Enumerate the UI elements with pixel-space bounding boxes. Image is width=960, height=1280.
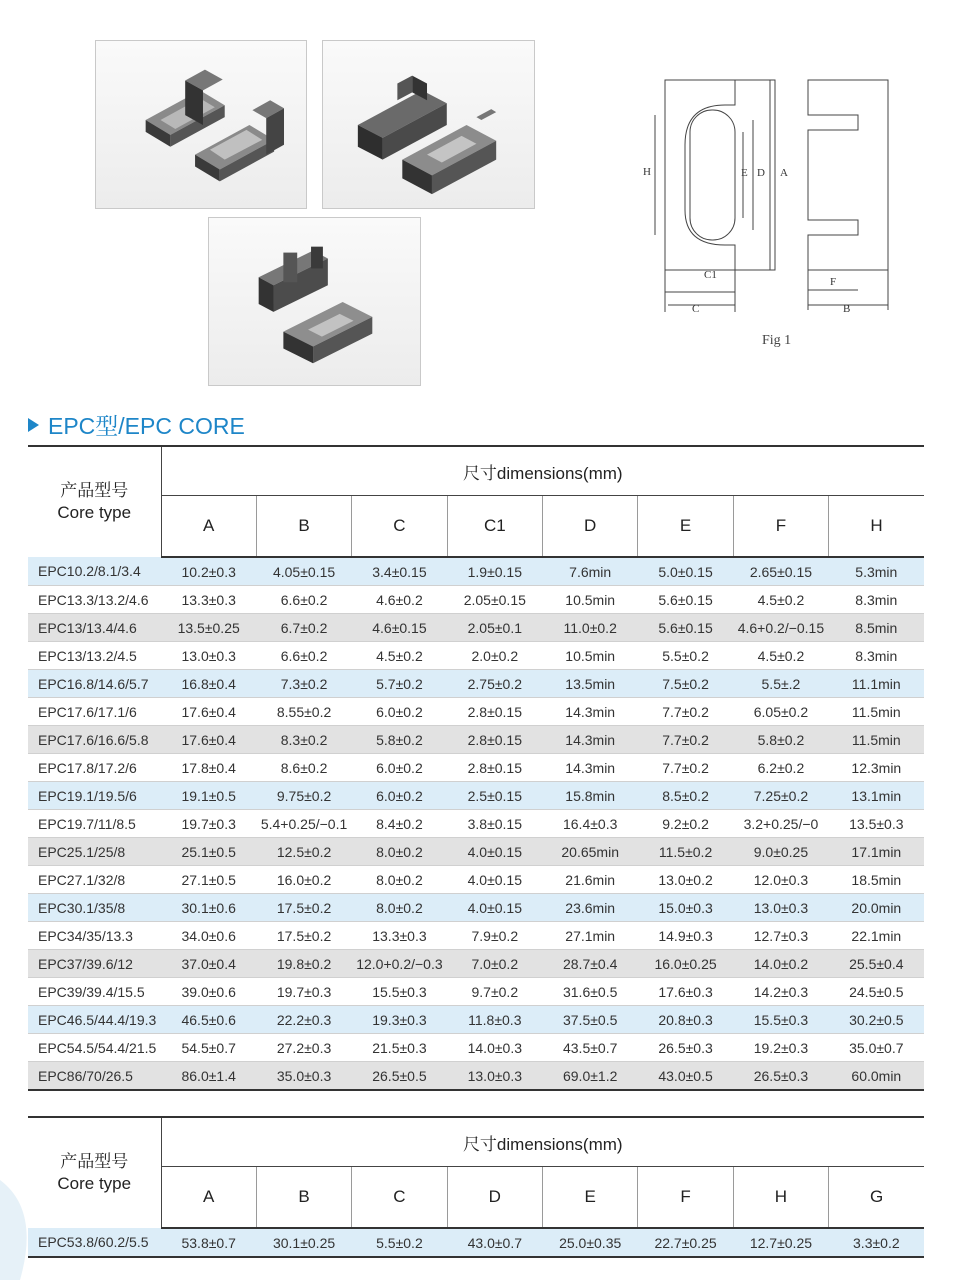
core-type-cell: EPC13.3/13.2/4.6 <box>28 586 161 614</box>
dimension-cell-e: 43.0±0.5 <box>638 1062 733 1091</box>
dimensions-header: 尺寸dimensions(mm) <box>161 1118 924 1167</box>
dimension-cell-c: 4.6±0.15 <box>352 614 447 642</box>
dimension-cell-d: 7.6min <box>543 557 638 586</box>
core-type-header <box>28 447 161 557</box>
dimension-cell-b: 17.5±0.2 <box>256 894 351 922</box>
dimension-cell-b: 30.1±0.25 <box>256 1228 351 1257</box>
dimension-cell-a: 86.0±1.4 <box>161 1062 256 1091</box>
table-row <box>28 894 924 922</box>
dimension-drawing <box>630 60 910 360</box>
dimension-cell-b: 12.5±0.2 <box>256 838 351 866</box>
column-header-h: H <box>733 1167 828 1229</box>
dimension-cell-c: 19.3±0.3 <box>352 1006 447 1034</box>
core-type-en: Core type <box>57 1174 132 1193</box>
dimension-cell-e: 17.6±0.3 <box>638 978 733 1006</box>
dimension-cell-c: 3.4±0.15 <box>352 557 447 586</box>
core-type-cell: EPC19.7/11/8.5 <box>28 810 161 838</box>
dimension-cell-d: 10.5min <box>543 642 638 670</box>
column-header-c: C <box>352 1167 447 1229</box>
table1-body <box>28 557 924 1090</box>
dimension-cell-b: 16.0±0.2 <box>256 866 351 894</box>
core-type-cell: EPC13/13.4/4.6 <box>28 614 161 642</box>
dimension-cell-e: 25.0±0.35 <box>543 1228 638 1257</box>
section-title <box>28 408 245 441</box>
table-row <box>28 922 924 950</box>
dimension-cell-h: 25.5±0.4 <box>829 950 924 978</box>
dimension-cell-c1: 9.7±0.2 <box>447 978 542 1006</box>
column-header-row <box>28 1167 924 1229</box>
dimension-cell-c1: 2.8±0.15 <box>447 754 542 782</box>
dimension-cell-e: 15.0±0.3 <box>638 894 733 922</box>
table-row <box>28 978 924 1006</box>
table-row <box>28 586 924 614</box>
dimension-cell-f: 7.25±0.2 <box>733 782 828 810</box>
dimension-cell-c1: 4.0±0.15 <box>447 894 542 922</box>
dimension-cell-b: 17.5±0.2 <box>256 922 351 950</box>
dimension-cell-e: 9.2±0.2 <box>638 810 733 838</box>
dimension-cell-c: 8.0±0.2 <box>352 838 447 866</box>
dimension-cell-c1: 4.0±0.15 <box>447 838 542 866</box>
dimension-cell-c1: 4.0±0.15 <box>447 866 542 894</box>
dimension-cell-c1: 14.0±0.3 <box>447 1034 542 1062</box>
core-type-en: Core type <box>57 503 132 522</box>
dimension-cell-a: 13.3±0.3 <box>161 586 256 614</box>
dimension-cell-h: 8.5min <box>829 614 924 642</box>
table-row <box>28 1062 924 1091</box>
table-row <box>28 950 924 978</box>
label-d: D <box>757 167 765 179</box>
column-header-e: E <box>638 496 733 558</box>
column-header-a: A <box>161 496 256 558</box>
dimension-cell-c1: 2.8±0.15 <box>447 726 542 754</box>
dimension-cell-c1: 2.05±0.1 <box>447 614 542 642</box>
epc-core-table <box>28 447 924 1091</box>
dimension-cell-d: 37.5±0.5 <box>543 1006 638 1034</box>
dimension-cell-d: 27.1min <box>543 922 638 950</box>
core-type-cell: EPC17.6/16.6/5.8 <box>28 726 161 754</box>
column-header-c: C <box>352 496 447 558</box>
column-header-b: B <box>256 496 351 558</box>
dimension-cell-b: 19.8±0.2 <box>256 950 351 978</box>
decorative-swirl <box>0 1150 60 1280</box>
dimension-cell-h: 8.3min <box>829 586 924 614</box>
dimension-cell-c: 5.5±0.2 <box>352 1228 447 1257</box>
dimension-cell-b: 19.7±0.3 <box>256 978 351 1006</box>
dimension-cell-d: 28.7±0.4 <box>543 950 638 978</box>
table-row <box>28 726 924 754</box>
label-a: A <box>780 167 788 179</box>
dimension-cell-c: 13.3±0.3 <box>352 922 447 950</box>
core-type-cell: EPC10.2/8.1/3.4 <box>28 557 161 586</box>
dimension-cell-e: 7.7±0.2 <box>638 726 733 754</box>
triangle-bullet-icon <box>28 418 39 432</box>
table-row <box>28 670 924 698</box>
dimension-cell-f: 3.2+0.25/−0 <box>733 810 828 838</box>
dimension-cell-e: 8.5±0.2 <box>638 782 733 810</box>
dimension-cell-h: 24.5±0.5 <box>829 978 924 1006</box>
dimension-cell-c: 4.5±0.2 <box>352 642 447 670</box>
dimension-cell-e: 5.0±0.15 <box>638 557 733 586</box>
dimension-cell-f: 15.5±0.3 <box>733 1006 828 1034</box>
dimension-cell-c: 6.0±0.2 <box>352 754 447 782</box>
dimension-cell-f: 22.7±0.25 <box>638 1228 733 1257</box>
dimension-cell-d: 16.4±0.3 <box>543 810 638 838</box>
dimension-cell-c: 15.5±0.3 <box>352 978 447 1006</box>
dimension-cell-c: 8.0±0.2 <box>352 894 447 922</box>
dimension-cell-f: 4.6+0.2/−0.15 <box>733 614 828 642</box>
column-header-row <box>28 496 924 558</box>
table-row <box>28 614 924 642</box>
dimension-cell-b: 8.3±0.2 <box>256 726 351 754</box>
dimension-cell-d: 14.3min <box>543 754 638 782</box>
dimension-cell-c1: 11.8±0.3 <box>447 1006 542 1034</box>
core-photo-side-view <box>322 40 535 209</box>
dimension-cell-c: 6.0±0.2 <box>352 782 447 810</box>
column-header-h: H <box>829 496 924 558</box>
column-header-a: A <box>161 1167 256 1229</box>
label-c1: C1 <box>704 269 717 281</box>
dimension-cell-a: 25.1±0.5 <box>161 838 256 866</box>
dimension-cell-f: 14.2±0.3 <box>733 978 828 1006</box>
dimension-cell-c1: 7.0±0.2 <box>447 950 542 978</box>
core-type-cell: EPC86/70/26.5 <box>28 1062 161 1091</box>
dimension-cell-d: 15.8min <box>543 782 638 810</box>
dimension-cell-f: 5.8±0.2 <box>733 726 828 754</box>
dimension-cell-a: 27.1±0.5 <box>161 866 256 894</box>
dimension-cell-b: 8.55±0.2 <box>256 698 351 726</box>
dimension-cell-e: 5.5±0.2 <box>638 642 733 670</box>
dimension-cell-h: 17.1min <box>829 838 924 866</box>
dimension-cell-e: 13.0±0.2 <box>638 866 733 894</box>
label-f: F <box>830 276 837 288</box>
core-type-cell: EPC54.5/54.4/21.5 <box>28 1034 161 1062</box>
dimension-cell-h: 11.1min <box>829 670 924 698</box>
dimension-cell-a: 54.5±0.7 <box>161 1034 256 1062</box>
dimension-cell-f: 19.2±0.3 <box>733 1034 828 1062</box>
dimension-cell-h: 18.5min <box>829 866 924 894</box>
dimension-cell-f: 6.05±0.2 <box>733 698 828 726</box>
column-header-b: B <box>256 1167 351 1229</box>
dimension-cell-b: 22.2±0.3 <box>256 1006 351 1034</box>
dimension-cell-d: 31.6±0.5 <box>543 978 638 1006</box>
dimension-cell-b: 4.05±0.15 <box>256 557 351 586</box>
dimension-cell-b: 8.6±0.2 <box>256 754 351 782</box>
dimension-cell-h: 11.5min <box>829 726 924 754</box>
dimension-cell-a: 19.1±0.5 <box>161 782 256 810</box>
table-row <box>28 782 924 810</box>
dimensions-header: 尺寸dimensions(mm) <box>161 447 924 496</box>
table2-body <box>28 1228 924 1257</box>
dimension-cell-d: 43.0±0.7 <box>447 1228 542 1257</box>
dimension-cell-d: 13.5min <box>543 670 638 698</box>
table-row <box>28 557 924 586</box>
core-type-cell: EPC13/13.2/4.5 <box>28 642 161 670</box>
figure-caption: Fig 1 <box>762 333 792 348</box>
column-header-f: F <box>638 1167 733 1229</box>
table-row <box>28 754 924 782</box>
dimension-cell-a: 17.6±0.4 <box>161 698 256 726</box>
label-h: H <box>643 166 651 178</box>
dimension-cell-h: 20.0min <box>829 894 924 922</box>
dimension-cell-d: 11.0±0.2 <box>543 614 638 642</box>
core-type-cell: EPC19.1/19.5/6 <box>28 782 161 810</box>
dimension-cell-d: 69.0±1.2 <box>543 1062 638 1091</box>
core-photo-top-view <box>95 40 307 209</box>
dimension-cell-e: 20.8±0.3 <box>638 1006 733 1034</box>
dimension-cell-c1: 2.5±0.15 <box>447 782 542 810</box>
core-type-cell: EPC34/35/13.3 <box>28 922 161 950</box>
dimension-cell-f: 12.7±0.3 <box>733 922 828 950</box>
dimension-cell-a: 13.0±0.3 <box>161 642 256 670</box>
dimension-cell-c: 8.4±0.2 <box>352 810 447 838</box>
dimension-cell-c1: 2.05±0.15 <box>447 586 542 614</box>
column-header-d: D <box>447 1167 542 1229</box>
dimension-cell-c1: 7.9±0.2 <box>447 922 542 950</box>
dimension-cell-b: 9.75±0.2 <box>256 782 351 810</box>
core-type-cell: EPC37/39.6/12 <box>28 950 161 978</box>
dimension-cell-a: 17.8±0.4 <box>161 754 256 782</box>
column-header-c1: C1 <box>447 496 542 558</box>
dimension-cell-c: 8.0±0.2 <box>352 866 447 894</box>
dimension-cell-a: 17.6±0.4 <box>161 726 256 754</box>
dimension-cell-c1: 2.8±0.15 <box>447 698 542 726</box>
dimension-cell-a: 34.0±0.6 <box>161 922 256 950</box>
dimension-cell-h: 22.1min <box>829 922 924 950</box>
table-row <box>28 810 924 838</box>
core-type-cell: EPC39/39.4/15.5 <box>28 978 161 1006</box>
dimension-cell-c1: 1.9±0.15 <box>447 557 542 586</box>
table-row <box>28 866 924 894</box>
core-type-cell: EPC30.1/35/8 <box>28 894 161 922</box>
dimension-cell-d: 10.5min <box>543 586 638 614</box>
dimension-cell-c1: 13.0±0.3 <box>447 1062 542 1091</box>
dimension-cell-a: 13.5±0.25 <box>161 614 256 642</box>
dimension-cell-a: 19.7±0.3 <box>161 810 256 838</box>
column-header-d: D <box>543 496 638 558</box>
core-type-cell: EPC17.6/17.1/6 <box>28 698 161 726</box>
section-title-text: EPC型/EPC CORE <box>48 413 245 439</box>
dimension-cell-a: 16.8±0.4 <box>161 670 256 698</box>
dimension-cell-e: 16.0±0.25 <box>638 950 733 978</box>
dimension-cell-h: 13.1min <box>829 782 924 810</box>
dimension-cell-c: 5.7±0.2 <box>352 670 447 698</box>
core-type-cn: 产品型号 <box>60 1152 129 1171</box>
dimension-cell-f: 26.5±0.3 <box>733 1062 828 1091</box>
dimension-cell-d: 43.5±0.7 <box>543 1034 638 1062</box>
dimension-cell-e: 5.6±0.15 <box>638 586 733 614</box>
dimension-cell-e: 11.5±0.2 <box>638 838 733 866</box>
dimension-cell-h: 8.3min <box>829 642 924 670</box>
core-type-cell: EPC17.8/17.2/6 <box>28 754 161 782</box>
label-b: B <box>843 303 851 315</box>
dimension-cell-f: 5.5±.2 <box>733 670 828 698</box>
dimension-cell-h: 35.0±0.7 <box>829 1034 924 1062</box>
dimension-cell-f: 9.0±0.25 <box>733 838 828 866</box>
dimension-cell-a: 37.0±0.4 <box>161 950 256 978</box>
core-type-cell: EPC16.8/14.6/5.7 <box>28 670 161 698</box>
dimension-cell-e: 5.6±0.15 <box>638 614 733 642</box>
core-type-cell: EPC25.1/25/8 <box>28 838 161 866</box>
dimension-cell-c: 4.6±0.2 <box>352 586 447 614</box>
dimension-cell-f: 4.5±0.2 <box>733 642 828 670</box>
dimension-cell-b: 6.7±0.2 <box>256 614 351 642</box>
dimension-cell-h: 12.3min <box>829 754 924 782</box>
dimension-cell-a: 30.1±0.6 <box>161 894 256 922</box>
epc-core-table-2 <box>28 1118 924 1258</box>
dimension-cell-b: 7.3±0.2 <box>256 670 351 698</box>
dimension-cell-c: 26.5±0.5 <box>352 1062 447 1091</box>
label-c: C <box>692 303 700 315</box>
dimension-cell-h: 11.5min <box>829 698 924 726</box>
table-row <box>28 642 924 670</box>
dimension-cell-g: 3.3±0.2 <box>829 1228 924 1257</box>
dimension-cell-a: 46.5±0.6 <box>161 1006 256 1034</box>
table-row <box>28 838 924 866</box>
dimension-cell-d: 20.65min <box>543 838 638 866</box>
core-photo-assembled-view <box>208 217 421 386</box>
dimension-cell-c: 21.5±0.3 <box>352 1034 447 1062</box>
dimension-cell-h: 30.2±0.5 <box>829 1006 924 1034</box>
dimension-cell-b: 5.4+0.25/−0.1 <box>256 810 351 838</box>
dimension-cell-e: 7.7±0.2 <box>638 698 733 726</box>
dimension-cell-c1: 2.75±0.2 <box>447 670 542 698</box>
table-row <box>28 1228 924 1257</box>
dimension-cell-e: 26.5±0.3 <box>638 1034 733 1062</box>
dimension-cell-c: 5.8±0.2 <box>352 726 447 754</box>
dimension-cell-c1: 3.8±0.15 <box>447 810 542 838</box>
dimension-cell-d: 14.3min <box>543 726 638 754</box>
dimension-cell-h: 5.3min <box>829 557 924 586</box>
core-type-cell: EPC27.1/32/8 <box>28 866 161 894</box>
dimension-cell-e: 14.9±0.3 <box>638 922 733 950</box>
dimension-cell-h: 60.0min <box>829 1062 924 1091</box>
core-type-cn: 产品型号 <box>60 481 129 500</box>
table-row <box>28 1034 924 1062</box>
column-header-e: E <box>543 1167 638 1229</box>
dimension-cell-f: 13.0±0.3 <box>733 894 828 922</box>
dimension-cell-b: 27.2±0.3 <box>256 1034 351 1062</box>
dimension-cell-b: 6.6±0.2 <box>256 642 351 670</box>
table-row <box>28 698 924 726</box>
core-type-cell: EPC46.5/44.4/19.3 <box>28 1006 161 1034</box>
dimension-cell-h: 12.7±0.25 <box>733 1228 828 1257</box>
dimension-cell-b: 35.0±0.3 <box>256 1062 351 1091</box>
dimension-cell-b: 6.6±0.2 <box>256 586 351 614</box>
label-e: E <box>741 167 748 179</box>
dimension-cell-a: 39.0±0.6 <box>161 978 256 1006</box>
dimension-cell-e: 7.7±0.2 <box>638 754 733 782</box>
dimension-cell-h: 13.5±0.3 <box>829 810 924 838</box>
dimension-cell-d: 14.3min <box>543 698 638 726</box>
dimension-cell-f: 4.5±0.2 <box>733 586 828 614</box>
dimension-cell-d: 23.6min <box>543 894 638 922</box>
dimension-cell-f: 6.2±0.2 <box>733 754 828 782</box>
dimension-cell-c: 12.0+0.2/−0.3 <box>352 950 447 978</box>
column-header-f: F <box>733 496 828 558</box>
dimension-cell-f: 2.65±0.15 <box>733 557 828 586</box>
dimension-cell-a: 53.8±0.7 <box>161 1228 256 1257</box>
dimension-cell-d: 21.6min <box>543 866 638 894</box>
dimension-cell-f: 12.0±0.3 <box>733 866 828 894</box>
core-type-cell: EPC53.8/60.2/5.5 <box>28 1228 161 1257</box>
dimension-cell-c: 6.0±0.2 <box>352 698 447 726</box>
dimension-cell-c1: 2.0±0.2 <box>447 642 542 670</box>
column-header-g: G <box>829 1167 924 1229</box>
table-row <box>28 1006 924 1034</box>
dimension-cell-a: 10.2±0.3 <box>161 557 256 586</box>
dimension-cell-e: 7.5±0.2 <box>638 670 733 698</box>
dimension-cell-f: 14.0±0.2 <box>733 950 828 978</box>
